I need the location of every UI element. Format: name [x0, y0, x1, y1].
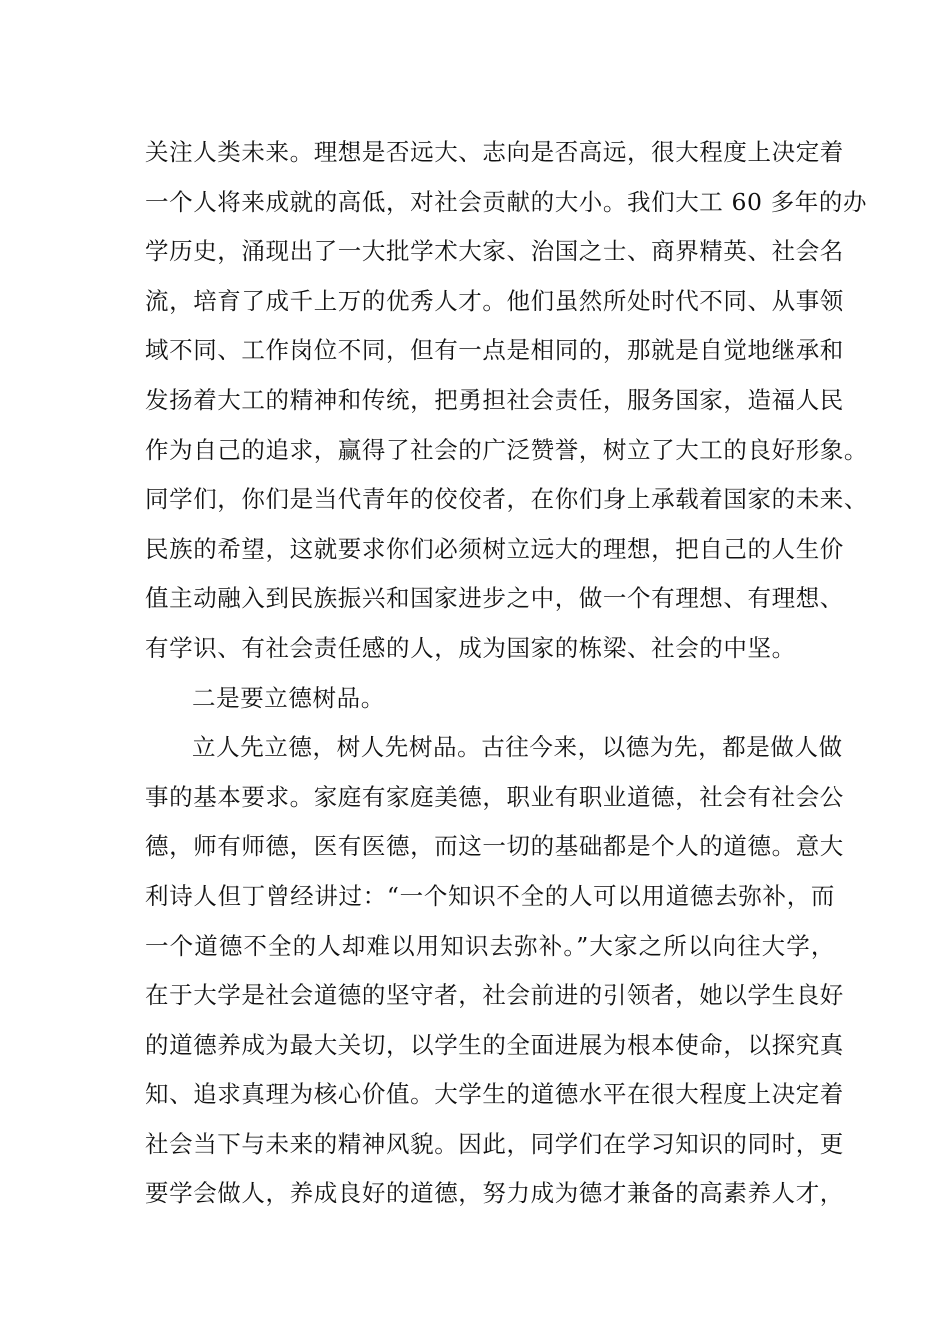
text-line: 民族的希望，这就要求你们必须树立远大的理想，把自己的人生价	[145, 534, 844, 563]
body-text	[145, 128, 868, 1219]
text-line: 德，师有师德，医有医德，而这一切的基础都是个人的道德。意大	[145, 832, 844, 861]
section-heading: 二是要立德树品。	[192, 683, 385, 712]
text-line: 利诗人但丁曾经讲过：“一个知识不全的人可以用道德去弥补，而	[145, 881, 835, 910]
text-line: 域不同、工作岗位不同，但有一点是相同的，那就是自觉地继承和	[145, 336, 844, 365]
text-line: 流，培育了成千上万的优秀人才。他们虽然所处时代不同、从事领	[145, 286, 844, 315]
text-line: 作为自己的追求，赢得了社会的广泛赞誉，树立了大工的良好形象。	[145, 435, 868, 464]
text-line: 知、追求真理为核心价值。大学生的道德水平在很大程度上决定着	[145, 1080, 844, 1109]
text-line: 同学们，你们是当代青年的佼佼者，在你们身上承载着国家的未来、	[145, 485, 868, 514]
text-line: 事的基本要求。家庭有家庭美德，职业有职业道德，社会有社会公	[145, 782, 844, 811]
text-line: 关注人类未来。理想是否远大、志向是否高远，很大程度上决定着	[145, 138, 844, 166]
text-line: 一个道德不全的人却难以用知识去弥补。”大家之所以向往大学，	[145, 931, 835, 960]
text-line: 一个人将来成就的高低，对社会贡献的大小。我们大工 60 多年的办	[145, 187, 868, 216]
text-line: 学历史，涌现出了一大批学术大家、治国之士、商界精英、社会名	[145, 237, 844, 266]
text-line: 的道德养成为最大关切，以学生的全面进展为根本使命，以探究真	[145, 1030, 844, 1059]
text-line: 立人先立德，树人先树品。古往今来，以德为先，都是做人做	[192, 733, 843, 762]
text-line: 发扬着大工的精神和传统，把勇担社会责任，服务国家，造福人民	[145, 385, 844, 414]
text-line: 要学会做人，养成良好的道德，努力成为德才兼备的高素养人才，	[145, 1179, 844, 1208]
text-line: 在于大学是社会道德的坚守者，社会前进的引领者，她以学生良好	[145, 981, 844, 1010]
text-line: 社会当下与未来的精神风貌。因此，同学们在学习知识的同时，更	[145, 1129, 844, 1158]
text-line: 有学识、有社会责任感的人，成为国家的栋梁、社会的中坚。	[145, 633, 796, 662]
text-line: 值主动融入到民族振兴和国家进步之中，做一个有理想、有理想、	[145, 584, 844, 613]
